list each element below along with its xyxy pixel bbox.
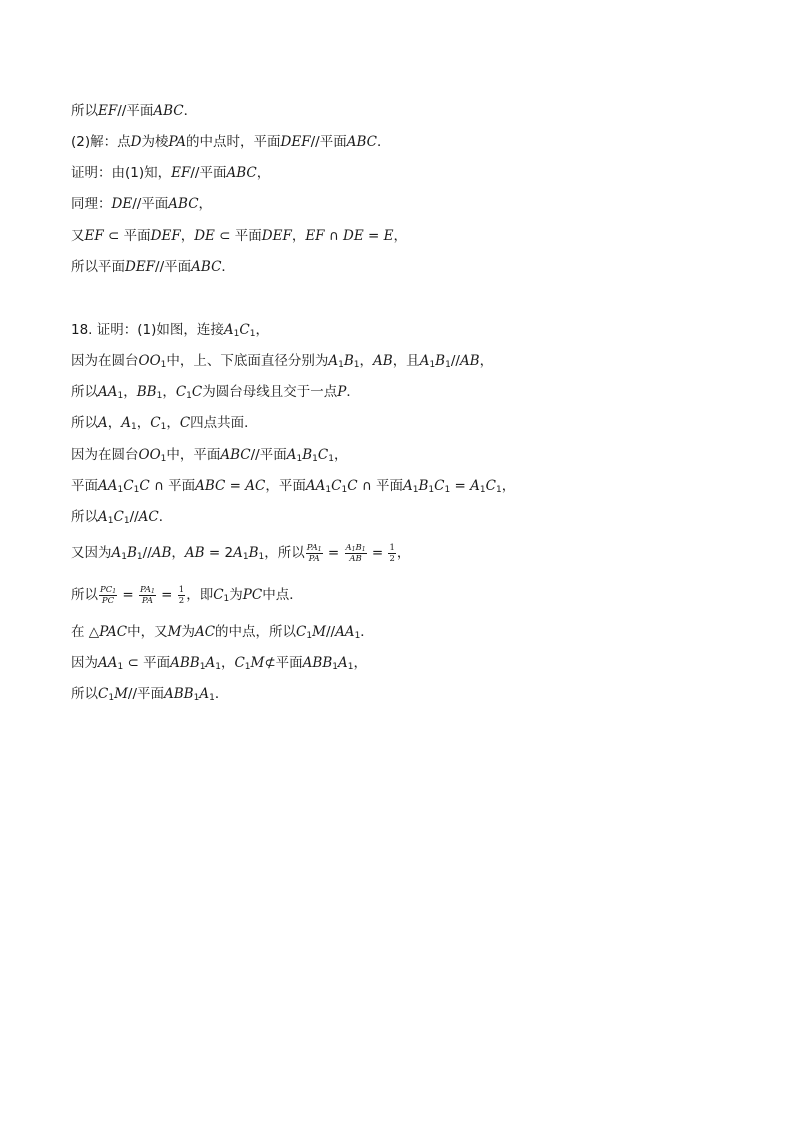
proof-line: 又EF ⊂ 平面DEF，DE ⊂ 平面DEF，EF ∩ DE = E，: [71, 228, 407, 244]
proof-line: 又因为$A_1B_1//AB$，AB = $2A_1B_1$，所以 $\frac{PA_1}{PA}$ = $\frac{A_1B_1}{AB}$ = $\frac{1}{2}$ ，: [71, 542, 411, 564]
proof-line: 所以 $\frac{PC_1}{PC}$ = $\frac{PA_1}{PA}$ = $\frac{1}{2}$ ，即$C_1$为PC中点．: [71, 584, 303, 606]
proof-line: 所以平面DEF//平面ABC．: [71, 259, 235, 275]
proof-line: 所以$C_1M//$平面$ABB_1A_1$．: [71, 686, 229, 703]
proof-line: 因为$AA_1$ ⊂ 平面$ABB_1A_1$，$C_1M⊄$平面$ABB_1A_1$，: [71, 655, 367, 672]
proof-line: 证明：由(1)知，EF//平面ABC，: [71, 165, 271, 181]
proof-line: 所以$A_1C_1//AC$．: [71, 509, 173, 526]
proof-line: 同理：DE//平面ABC，: [71, 196, 213, 212]
proof-line: 平面$AA_1C_1C$ ∩ 平面ABC = AC，平面$AA_1C_1C$ ∩ 平面$A_1B_1C_1 = A_1C_1$，: [71, 478, 516, 495]
proof-line: 因为在圆台$OO_1$中，上、下底面直径分别为$A_1B_1$，AB，且$A_1B_1//AB$，: [71, 353, 494, 370]
proof-line: 所以$AA_1$，$BB_1$，$C_1C$为圆台母线且交于一点P．: [71, 384, 360, 401]
proof-line: 在 △PAC中，又M为AC的中点，所以$C_1M//AA_1$．: [71, 624, 374, 641]
proof-line: 所以A，$A_1$，$C_1$，C四点共面．: [71, 415, 258, 432]
proof-line: 所以EF//平面ABC．: [71, 103, 198, 119]
proof-line: (2)解：点D为棱PA的中点时，平面DEF//平面ABC．: [71, 134, 391, 150]
proof-line: 因为在圆台$OO_1$中，平面ABC//平面$A_1B_1C_1$，: [71, 447, 348, 464]
problem-18-heading: 18. 证明：(1)如图，连接$A_1C_1$，: [71, 322, 269, 339]
